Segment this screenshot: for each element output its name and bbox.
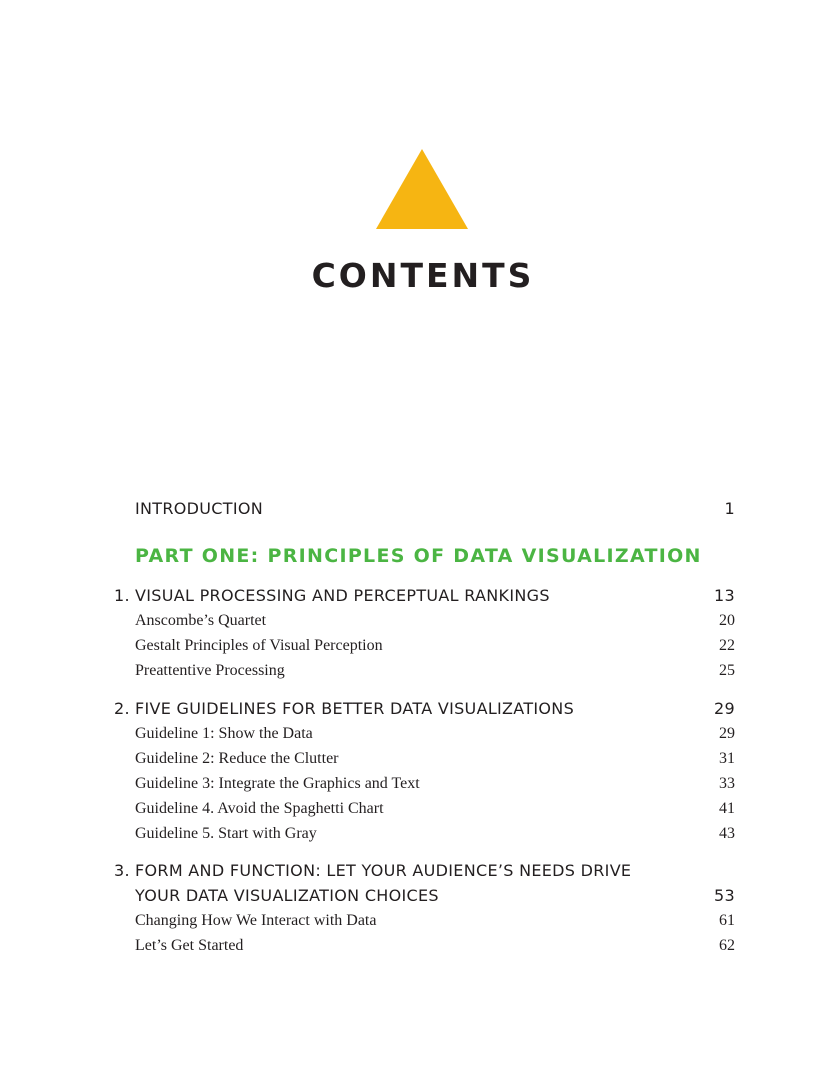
section-title: Changing How We Interact with Data [135, 912, 377, 929]
section-title: Guideline 2: Reduce the Clutter [135, 750, 339, 767]
chapter-title-line-1: FORM AND FUNCTION: LET YOUR AUDIENCE’S NEEDS DRIVE [135, 861, 632, 880]
chapter-number: 3. [114, 861, 130, 880]
section-title: Let’s Get Started [135, 937, 244, 954]
section-title: Anscombe’s Quartet [135, 612, 267, 629]
section-title: Guideline 5. Start with Gray [135, 825, 317, 842]
chapter-page: 29 [714, 699, 735, 718]
chapter-title: FIVE GUIDELINES FOR BETTER DATA VISUALIZATIONS [135, 699, 575, 718]
section-title: Gestalt Principles of Visual Perception [135, 637, 383, 654]
section-page: 43 [719, 825, 735, 842]
section-page: 33 [719, 775, 735, 792]
section-page: 61 [719, 912, 735, 929]
section-title: Guideline 1: Show the Data [135, 725, 313, 742]
part-heading-label: PART ONE: PRINCIPLES OF DATA VISUALIZATION [135, 545, 702, 567]
toc-entry-label: INTRODUCTION [135, 499, 264, 518]
section-page: 20 [719, 612, 735, 629]
section-title: Guideline 4. Avoid the Spaghetti Chart [135, 800, 384, 817]
section-page: 41 [719, 800, 735, 817]
chapter-title-line-2: YOUR DATA VISUALIZATION CHOICES [135, 886, 439, 905]
section-page: 25 [719, 662, 735, 679]
section-page: 29 [719, 725, 735, 742]
section-page: 62 [719, 937, 735, 954]
chapter-number: 1. [114, 586, 130, 605]
chapter-number: 2. [114, 699, 130, 718]
section-title: Guideline 3: Integrate the Graphics and Text [135, 775, 420, 792]
chapter-title: VISUAL PROCESSING AND PERCEPTUAL RANKINGS [135, 586, 550, 605]
toc-entry-page: 1 [724, 499, 735, 518]
section-page: 31 [719, 750, 735, 767]
chapter-page: 53 [714, 886, 735, 905]
page-title: CONTENTS [311, 256, 535, 295]
section-page: 22 [719, 637, 735, 654]
section-title: Preattentive Processing [135, 662, 285, 679]
chapter-page: 13 [714, 586, 735, 605]
